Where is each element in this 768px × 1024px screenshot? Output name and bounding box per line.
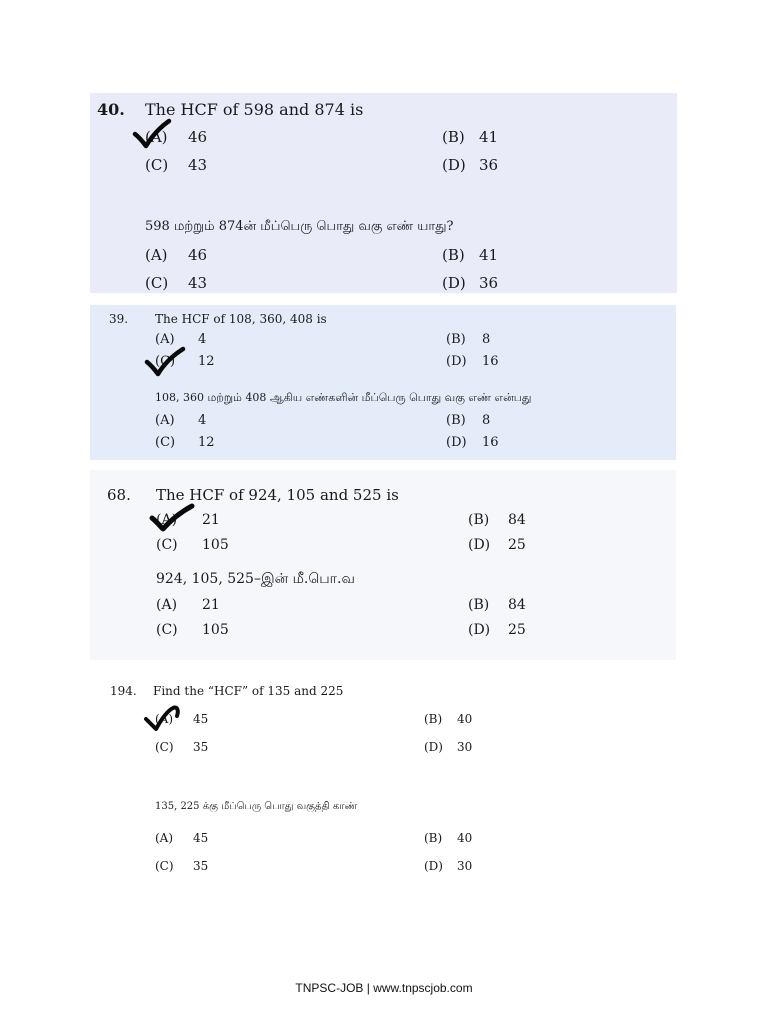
checkmark-icon xyxy=(144,346,186,378)
question-text-en: The HCF of 598 and 874 is xyxy=(145,100,364,119)
option-label: (B) xyxy=(424,712,443,726)
option-value: 8 xyxy=(482,332,491,347)
option-label: (B) xyxy=(442,246,465,264)
option-label: (B) xyxy=(424,831,443,845)
option-value: 36 xyxy=(479,156,499,174)
option-label: (C) xyxy=(155,740,174,754)
option-value: 12 xyxy=(198,435,215,450)
question-number: 68. xyxy=(107,486,131,504)
option-value: 84 xyxy=(508,597,526,613)
option-value: 105 xyxy=(202,537,229,553)
option-label: (B) xyxy=(468,512,490,528)
question-text-en: The HCF of 108, 360, 408 is xyxy=(155,312,327,326)
question-text-ta: 598 மற்றும் 874ன் மீப்பெரு பொது வகு எண் யாது? xyxy=(145,219,454,234)
option-value: 105 xyxy=(202,622,229,638)
question-text-ta: 924, 105, 525–இன் மீ.பொ.வ xyxy=(156,571,355,587)
option-value: 43 xyxy=(188,274,208,292)
question-text-ta: 135, 225 க்கு மீப்பெரு பொது வகுத்தி காண் xyxy=(155,801,358,812)
checkmark-icon xyxy=(143,702,185,734)
option-label: (D) xyxy=(446,435,467,450)
option-label: (A) xyxy=(155,712,174,726)
option-label: (C) xyxy=(145,274,169,292)
question-text-ta: 108, 360 மற்றும் 408 ஆகிய எண்களின் மீப்பெரு பொது வகு எண் என்பது xyxy=(155,391,532,404)
option-value: 4 xyxy=(198,332,207,347)
option-label: (C) xyxy=(145,156,169,174)
option-value: 35 xyxy=(193,740,209,754)
option-value: 30 xyxy=(457,859,473,873)
footer-text: TNPSC-JOB | www.tnpscjob.com xyxy=(295,981,473,995)
option-value: 16 xyxy=(482,354,499,369)
option-label: (D) xyxy=(442,274,466,292)
option-value: 36 xyxy=(479,274,499,292)
option-value: 16 xyxy=(482,435,499,450)
option-label: (A) xyxy=(155,332,175,347)
option-label: (A) xyxy=(156,512,178,528)
option-label: (D) xyxy=(424,859,443,873)
option-label: (B) xyxy=(468,597,490,613)
checkmark-icon xyxy=(148,502,196,534)
option-label: (D) xyxy=(446,354,467,369)
question-40-block xyxy=(90,93,677,293)
option-label: (B) xyxy=(442,128,465,146)
question-number: 194. xyxy=(110,684,137,698)
option-label: (A) xyxy=(156,597,178,613)
option-value: 46 xyxy=(188,128,208,146)
question-number: 40. xyxy=(97,100,125,119)
option-label: (A) xyxy=(155,831,174,845)
option-label: (A) xyxy=(155,413,175,428)
option-label: (A) xyxy=(145,128,168,146)
option-value: 84 xyxy=(508,512,526,528)
question-39-block xyxy=(90,305,676,460)
option-value: 12 xyxy=(198,354,215,369)
option-label: (C) xyxy=(155,859,174,873)
option-value: 40 xyxy=(457,831,473,845)
option-label: (D) xyxy=(468,537,491,553)
checkmark-icon xyxy=(132,118,172,150)
option-value: 25 xyxy=(508,622,526,638)
option-label: (C) xyxy=(156,537,178,553)
option-value: 4 xyxy=(198,413,207,428)
option-value: 35 xyxy=(193,859,209,873)
option-value: 41 xyxy=(479,128,499,146)
option-value: 8 xyxy=(482,413,491,428)
option-value: 43 xyxy=(188,156,208,174)
option-value: 30 xyxy=(457,740,473,754)
option-label: (D) xyxy=(424,740,443,754)
option-value: 45 xyxy=(193,712,209,726)
question-number: 39. xyxy=(109,312,129,326)
question-text-en: Find the “HCF” of 135 and 225 xyxy=(153,684,344,698)
option-label: (D) xyxy=(468,622,491,638)
question-text-en: The HCF of 924, 105 and 525 is xyxy=(156,486,399,504)
option-label: (A) xyxy=(145,246,168,264)
option-label: (B) xyxy=(446,413,466,428)
option-label: (B) xyxy=(446,332,466,347)
option-value: 40 xyxy=(457,712,473,726)
option-label: (D) xyxy=(442,156,466,174)
option-value: 45 xyxy=(193,831,209,845)
option-value: 25 xyxy=(508,537,526,553)
option-label: (C) xyxy=(156,622,178,638)
option-value: 21 xyxy=(202,597,220,613)
option-value: 21 xyxy=(202,512,220,528)
option-label: (C) xyxy=(155,354,176,369)
option-value: 41 xyxy=(479,246,499,264)
option-label: (C) xyxy=(155,435,176,450)
option-value: 46 xyxy=(188,246,208,264)
